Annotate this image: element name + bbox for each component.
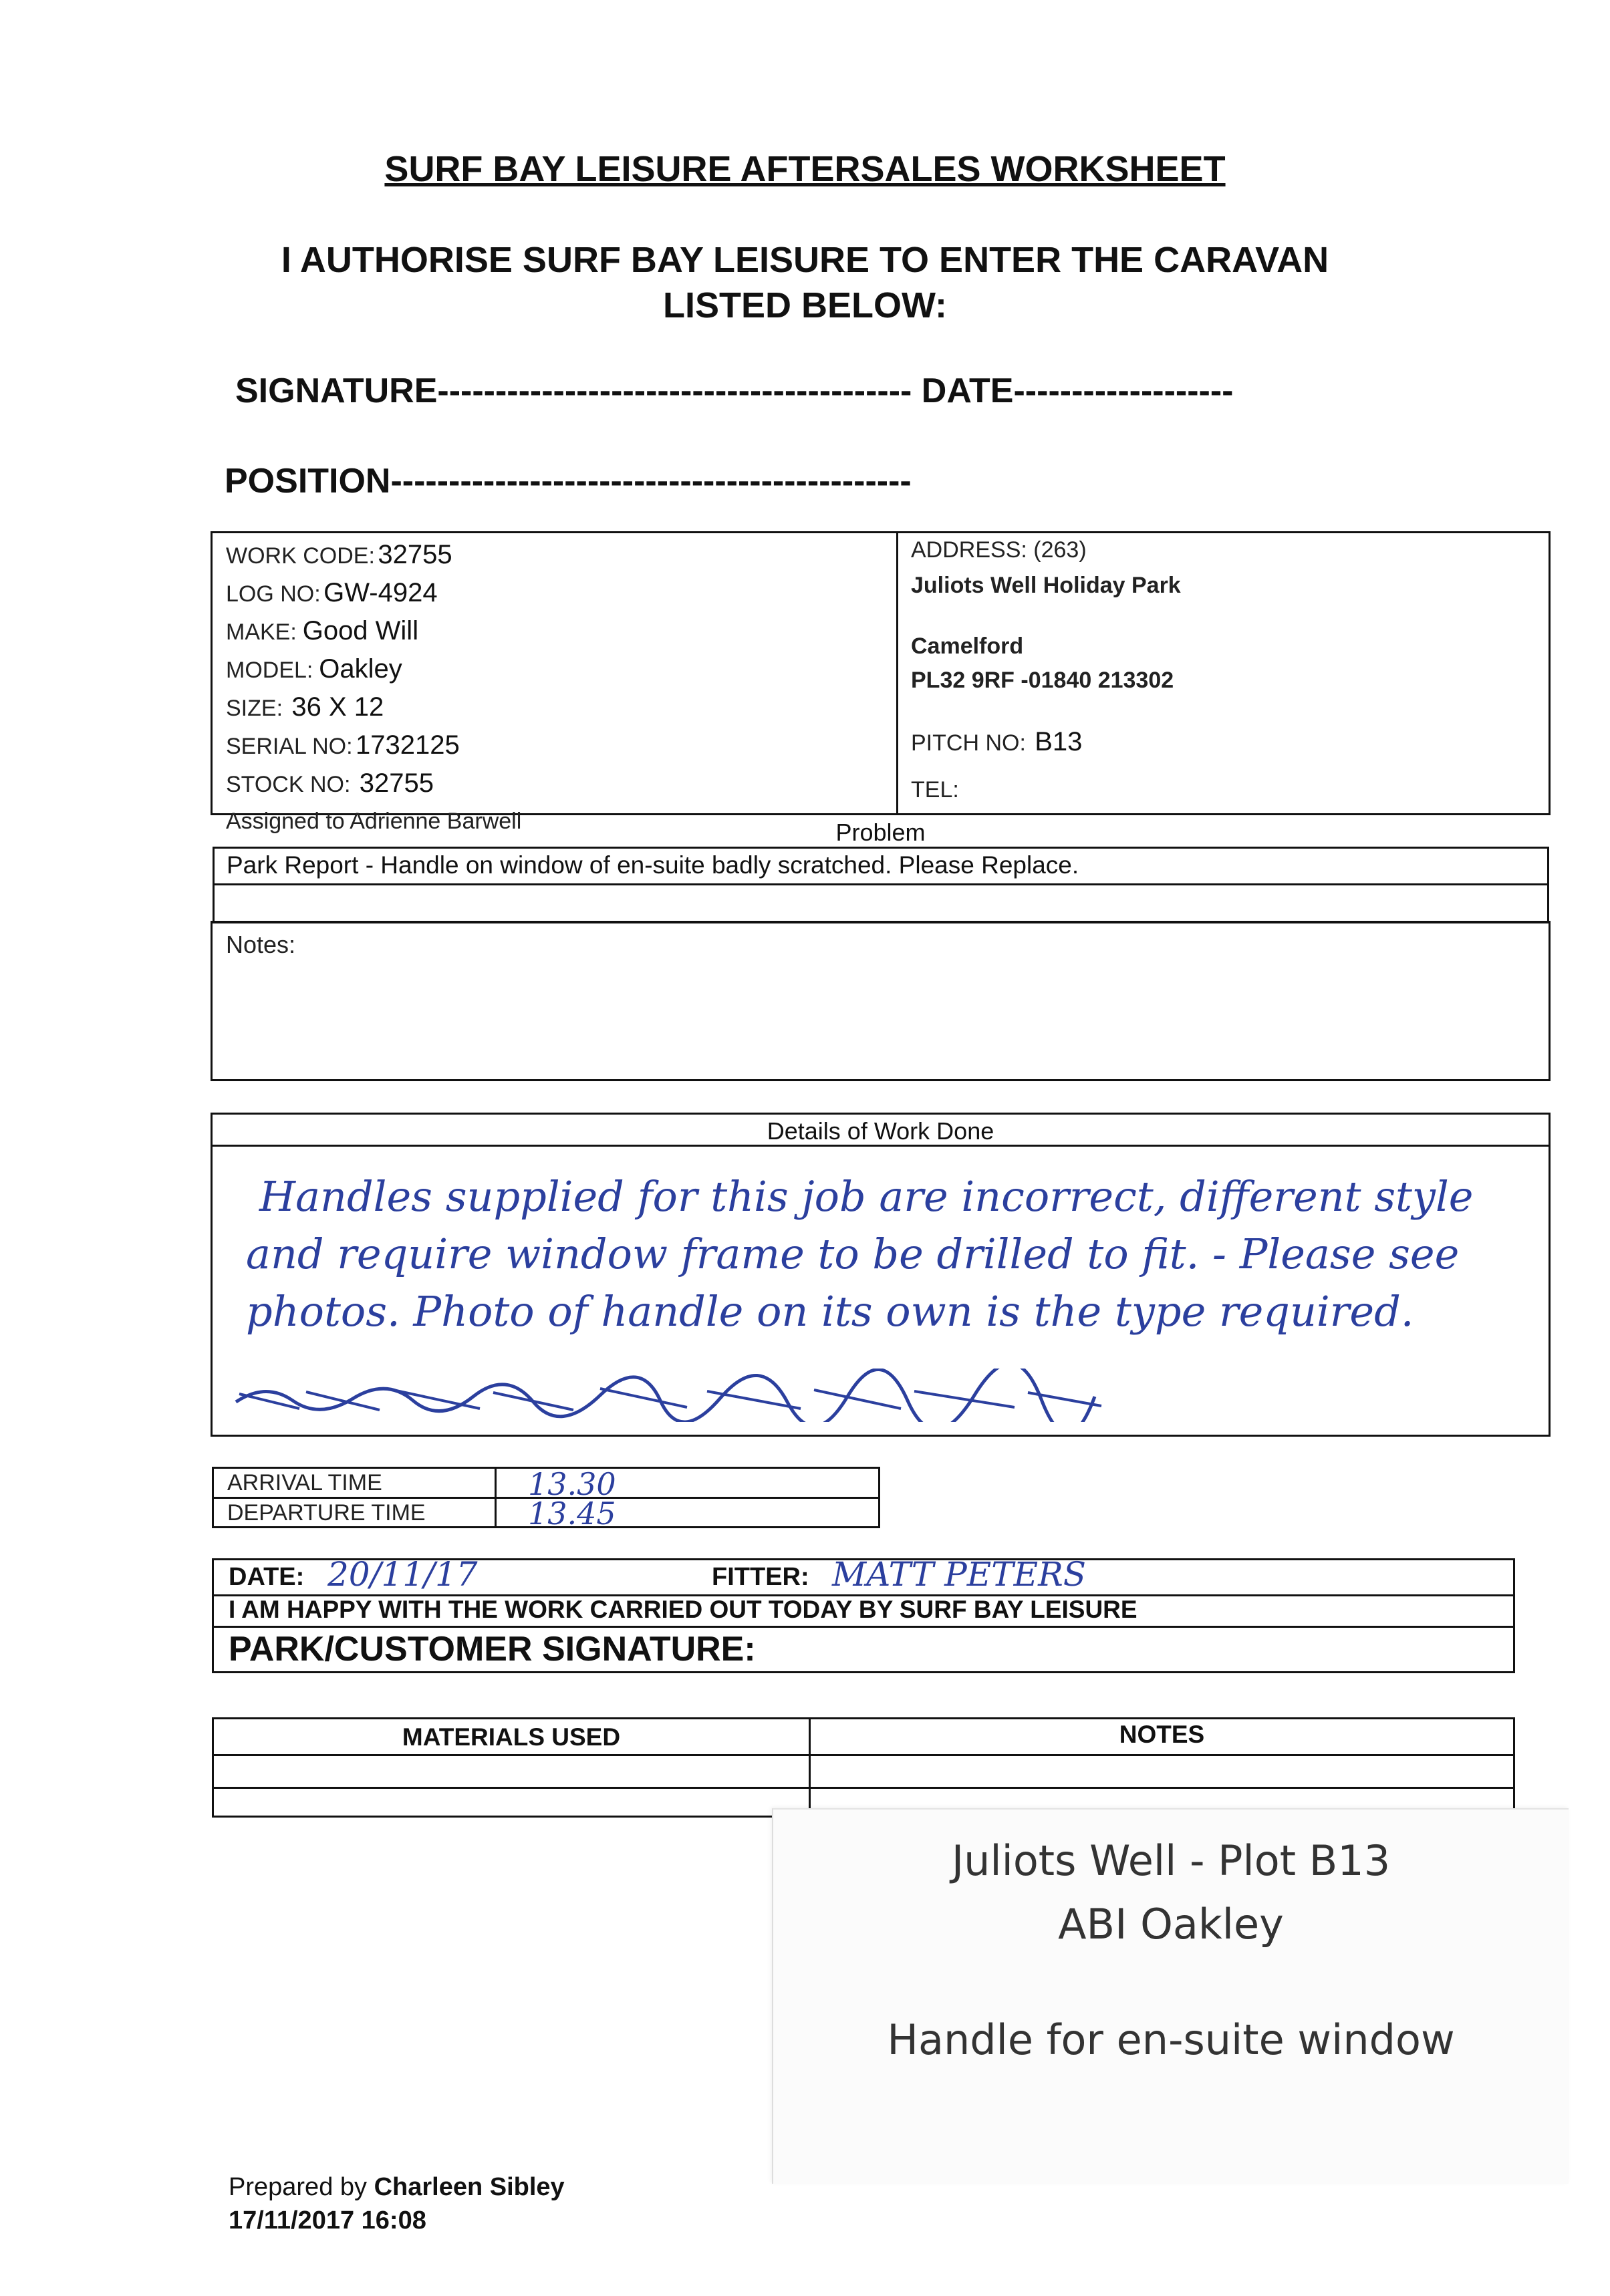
departure-time-value: 13.45 xyxy=(528,1495,616,1532)
pitch-no-label: PITCH NO: xyxy=(911,730,1026,756)
materials-notes-header: NOTES xyxy=(1119,1721,1205,1748)
log-no-label: LOG NO: xyxy=(226,581,321,607)
address-label: ADDRESS: (263) xyxy=(911,537,1087,563)
work-done-line-2: and require window frame to be drilled to fit. - Please see xyxy=(246,1230,1460,1278)
problem-text: Park Report - Handle on window of en-suite badly scratched. Please Replace. xyxy=(227,851,1079,879)
model-value: Oakley xyxy=(319,654,402,684)
make-label: MAKE: xyxy=(226,619,297,645)
town: Camelford xyxy=(911,633,1024,659)
date-label: DATE: xyxy=(229,1563,305,1591)
work-done-box xyxy=(211,1113,1551,1437)
worksheet-title: SURF BAY LEISURE AFTERSALES WORKSHEET xyxy=(384,149,1226,189)
address-details xyxy=(911,537,1181,803)
authorisation-line-2: LISTED BELOW: xyxy=(663,285,947,325)
problem-box xyxy=(213,847,1549,923)
size-value: 36 X 12 xyxy=(291,692,384,722)
unit-details xyxy=(226,539,521,838)
position-line: POSITION--------------------------------------------- xyxy=(225,462,912,500)
assigned-to: Assigned to Adrienne Barwell xyxy=(226,809,522,834)
log-no-value: GW-4924 xyxy=(323,578,438,607)
notes-label: Notes: xyxy=(226,931,296,958)
scribbled-out-text xyxy=(226,1369,1128,1422)
materials-used-header: MATERIALS USED xyxy=(402,1723,621,1751)
note-card-line-1: Juliots Well - Plot B13 xyxy=(951,1836,1391,1885)
prepared-timestamp: 17/11/2017 16:08 xyxy=(229,2206,426,2235)
happy-statement: I AM HAPPY WITH THE WORK CARRIED OUT TODAY BY SURF BAY LEISURE xyxy=(229,1596,1137,1623)
signoff-box xyxy=(212,1555,1515,1673)
tel-label: TEL: xyxy=(911,777,959,803)
prepared-by xyxy=(229,2173,565,2202)
arrival-time-value: 13.30 xyxy=(528,1466,616,1502)
work-done-notes xyxy=(246,1168,1473,1340)
work-done-line-1: Handles supplied for this job are incorrect, different style xyxy=(259,1172,1474,1221)
serial-no-label: SERIAL NO: xyxy=(226,734,353,759)
fitter-value: MATT PETERS xyxy=(832,1555,1086,1594)
authorisation-statement xyxy=(0,237,1610,328)
model-label: MODEL: xyxy=(226,658,313,683)
departure-time-label: DEPARTURE TIME xyxy=(227,1500,426,1526)
arrival-time-label: ARRIVAL TIME xyxy=(227,1470,382,1495)
work-code-label: WORK CODE: xyxy=(226,543,375,569)
prepared-by-name: Charleen Sibley xyxy=(374,2173,565,2201)
stock-no-value: 32755 xyxy=(359,768,434,798)
work-done-line-3: photos. Photo of handle on its own is the type required. xyxy=(246,1287,1414,1336)
note-card-line-2: ABI Oakley xyxy=(1058,1900,1284,1949)
fitter-label: FITTER: xyxy=(712,1563,809,1591)
date-value: 20/11/17 xyxy=(327,1555,478,1594)
notes-box xyxy=(211,921,1551,1081)
serial-no-value: 1732125 xyxy=(356,730,460,760)
attached-note-card xyxy=(772,1808,1569,2184)
work-code-value: 32755 xyxy=(378,540,452,569)
work-done-heading: Details of Work Done xyxy=(767,1117,994,1145)
customer-signature-label: PARK/CUSTOMER SIGNATURE: xyxy=(229,1630,756,1669)
postcode-phone: PL32 9RF -01840 213302 xyxy=(911,668,1174,693)
signature-date-line: SIGNATURE----------------------------------------- DATE------------------- xyxy=(235,372,1234,410)
authorisation-line-1: I AUTHORISE SURF BAY LEISURE TO ENTER THE CARAVAN xyxy=(281,240,1329,280)
note-card-line-3: Handle for en-suite window xyxy=(887,2015,1455,2064)
pitch-no-value: B13 xyxy=(1035,727,1083,756)
times-table xyxy=(212,1466,880,1532)
prepared-by-label: Prepared by xyxy=(229,2173,368,2201)
problem-heading: Problem xyxy=(835,819,926,846)
make-value: Good Will xyxy=(302,616,419,645)
park-name: Juliots Well Holiday Park xyxy=(911,573,1181,598)
size-label: SIZE: xyxy=(226,696,283,721)
materials-table xyxy=(212,1717,1515,1818)
stock-no-label: STOCK NO: xyxy=(226,772,351,797)
